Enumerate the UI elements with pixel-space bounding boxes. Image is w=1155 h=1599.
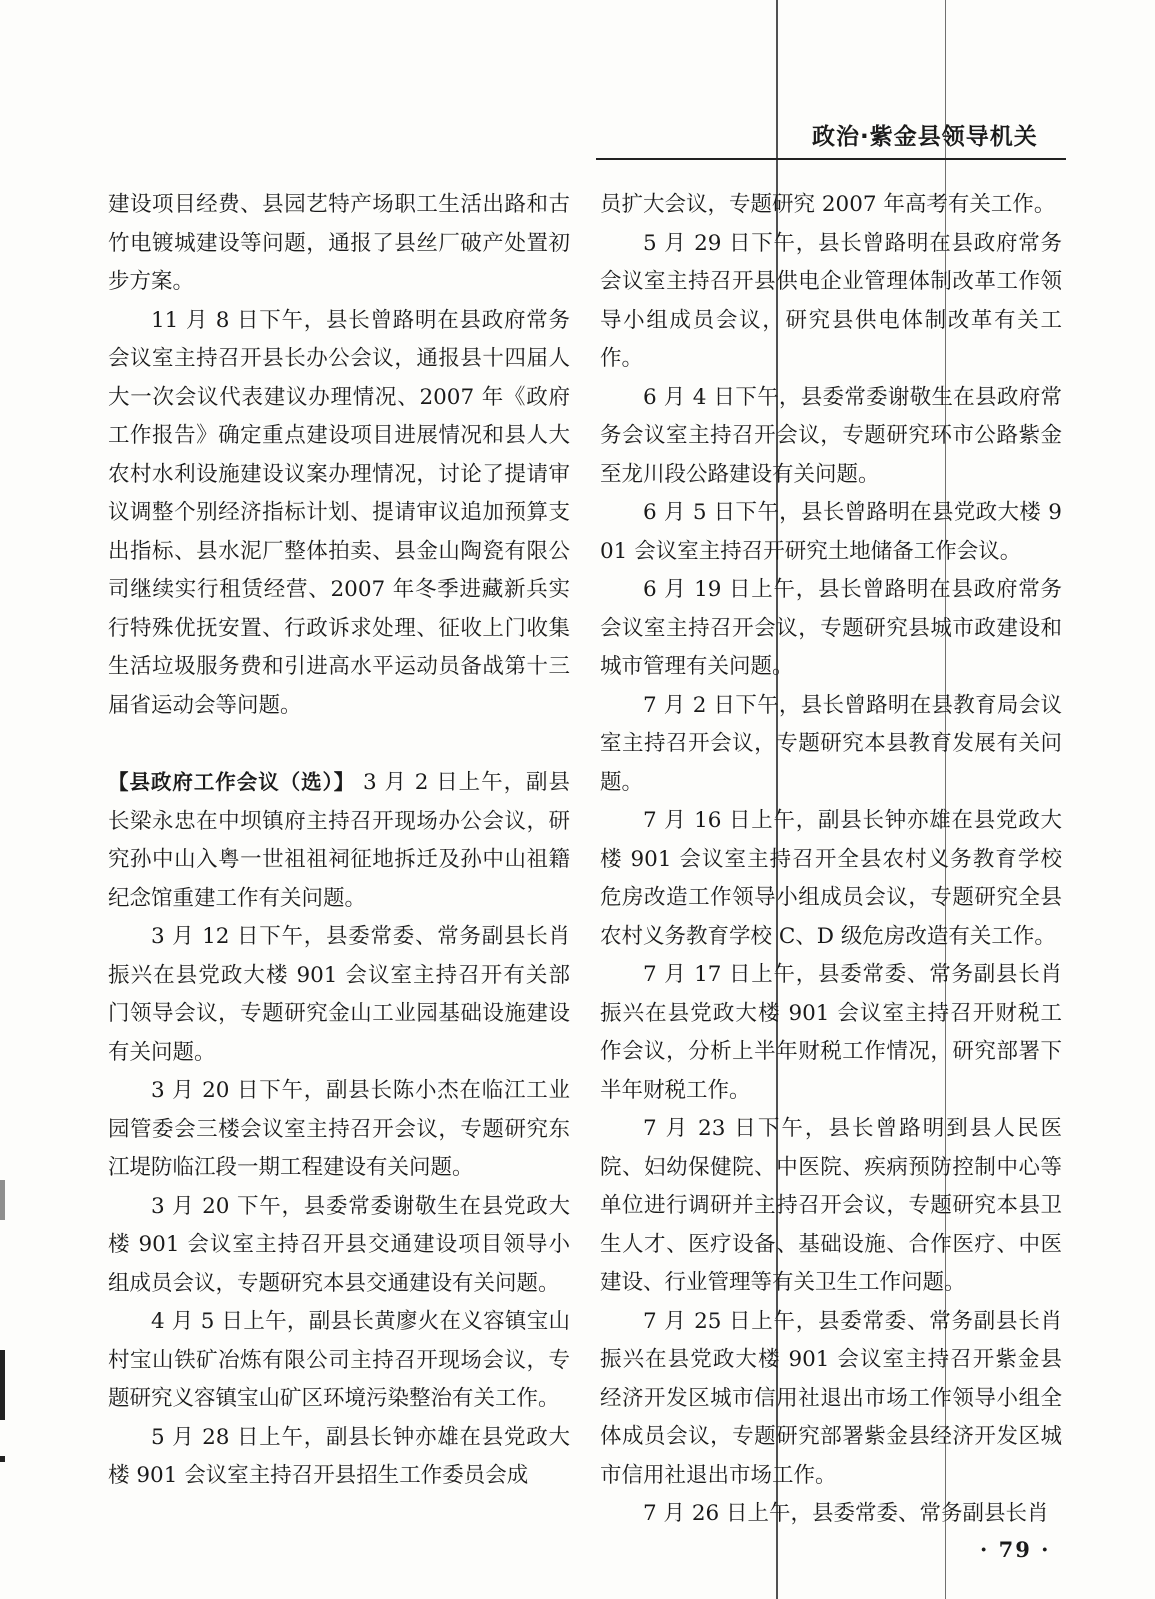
section-paragraph xyxy=(108,763,570,918)
paragraph: 3 月 12 日下午，县委常委、常务副县长肖振兴在县党政大楼 901 会议室主持召开有关部门领导会议，专题研究金山工业园基础设施建设有关问题。 xyxy=(108,924,570,1065)
paragraph: 4 月 5 日上午，副县长黄廖火在义容镇宝山村宝山铁矿冶炼有限公司主持召开现场会议，专题研究义容镇宝山矿区环境污染整治有关工作。 xyxy=(108,1309,570,1411)
paragraph: 3 月 20 日下午，副县长陈小杰在临江工业园管委会三楼会议室主持召开会议，专题研究东江堤防临江段一期工程建设有关问题。 xyxy=(108,1078,570,1180)
header-rule xyxy=(596,158,1066,160)
paragraph: 5 月 29 日下午，县长曾路明在县政府常务会议室主持召开县供电企业管理体制改革工作领导小组成员会议，研究县供电体制改革有关工作。 xyxy=(600,230,1062,371)
right-column xyxy=(600,186,1062,1534)
scan-edge-mark xyxy=(0,1180,5,1220)
paragraph: 7 月 2 日下午，县长曾路明在县教育局会议室主持召开会议，专题研究本县教育发展有关问题。 xyxy=(600,692,1062,795)
section-title: 【县政府工作会议（选）】 xyxy=(108,770,356,794)
paragraph: 7 月 25 日上午，县委常委、常务副县长肖振兴在县党政大楼 901 会议室主持召开紫金县经济开发区城市信用社退出市场工作领导小组全体成员会议，专题研究部署紫金县经济开发区城市信用社退出市场工作。 xyxy=(600,1308,1062,1488)
page-number: · 79 · xyxy=(980,1537,1051,1562)
paragraph: 6 月 4 日下午，县委常委谢敬生在县政府常务会议室主持召开会议，专题研究环市公路紫金至龙川段公路建设有关问题。 xyxy=(600,384,1062,487)
paragraph: 7 月 26 日上午，县委常委、常务副县长肖 xyxy=(643,1501,1049,1526)
scan-edge-mark xyxy=(0,1350,5,1420)
paragraph: 员扩大会议，专题研究 2007 年高考有关工作。 xyxy=(600,192,1056,217)
header-subsection: 紫金县领导机关 xyxy=(869,124,1038,150)
paragraph: 7 月 23 日下午，县长曾路明到县人民医院、妇幼保健院、中医院、疾病预防控制中心等单位进行调研并主持召开会议，专题研究本县卫生人才、医疗设备、基础设施、合作医疗、中医建设、行业管理等有关卫生工作问题。 xyxy=(600,1116,1062,1295)
running-header xyxy=(812,118,1052,151)
paragraph: 建设项目经费、县园艺特产场职工生活出路和古竹电镀城建设等问题，通报了县丝厂破产处置初步方案。 xyxy=(108,192,570,294)
section-gap xyxy=(108,725,570,763)
paragraph: 6 月 5 日下午，县长曾路明在县党政大楼 901 会议室主持召开研究土地储备工作会议。 xyxy=(600,500,1062,564)
paragraph: 5 月 28 日上午，副县长钟亦雄在县党政大楼 901 会议室主持召开县招生工作委员会成 xyxy=(108,1424,570,1488)
header-separator: · xyxy=(860,124,870,150)
paragraph: 7 月 17 日上午，县委常委、常务副县长肖振兴在县党政大楼 901 会议室主持召开财税工作会议，分析上半年财税工作情况，研究部署下半年财税工作。 xyxy=(600,962,1062,1103)
header-section: 政治 xyxy=(812,124,860,150)
scan-edge-mark xyxy=(0,1456,5,1462)
section-lead: 3 月 2 日上午，副县长梁永忠在中坝镇府主持召开现场办公会议，研究孙中山入粤一世祖祖祠征地拆迁及孙中山祖籍纪念馆重建工作有关问题。 xyxy=(108,770,570,911)
paragraph: 11 月 8 日下午，县长曾路明在县政府常务会议室主持召开县长办公会议，通报县十四届人大一次会议代表建议办理情况、2007 年《政府工作报告》确定重点建设项目进展情况和县人大农村水利设施建设议案办理情况，讨论了提请审议调整个别经济指标计划、提请审议追加预算支出指标、县水泥厂整体拍卖、县金山陶瓷有限公司继续实行租赁经营、2007 年冬季进藏新兵实行特殊优抚安置、行政诉求处理、征收上门收集生活垃圾服务费和引进高水平运动员备战第十三届省运动会等问题。 xyxy=(108,307,570,718)
left-column xyxy=(108,186,570,1496)
paragraph: 6 月 19 日上午，县长曾路明在县政府常务会议室主持召开会议，专题研究县城市政建设和城市管理有关问题。 xyxy=(600,577,1062,679)
paragraph: 3 月 20 下午，县委常委谢敬生在县党政大楼 901 会议室主持召开县交通建设项目领导小组成员会议，专题研究本县交通建设有关问题。 xyxy=(108,1193,570,1296)
paragraph: 7 月 16 日上午，副县长钟亦雄在县党政大楼 901 会议室主持召开全县农村义务教育学校危房改造工作领导小组成员会议，专题研究全县农村义务教育学校 C、D 级危房改造有关工作。 xyxy=(600,808,1062,949)
